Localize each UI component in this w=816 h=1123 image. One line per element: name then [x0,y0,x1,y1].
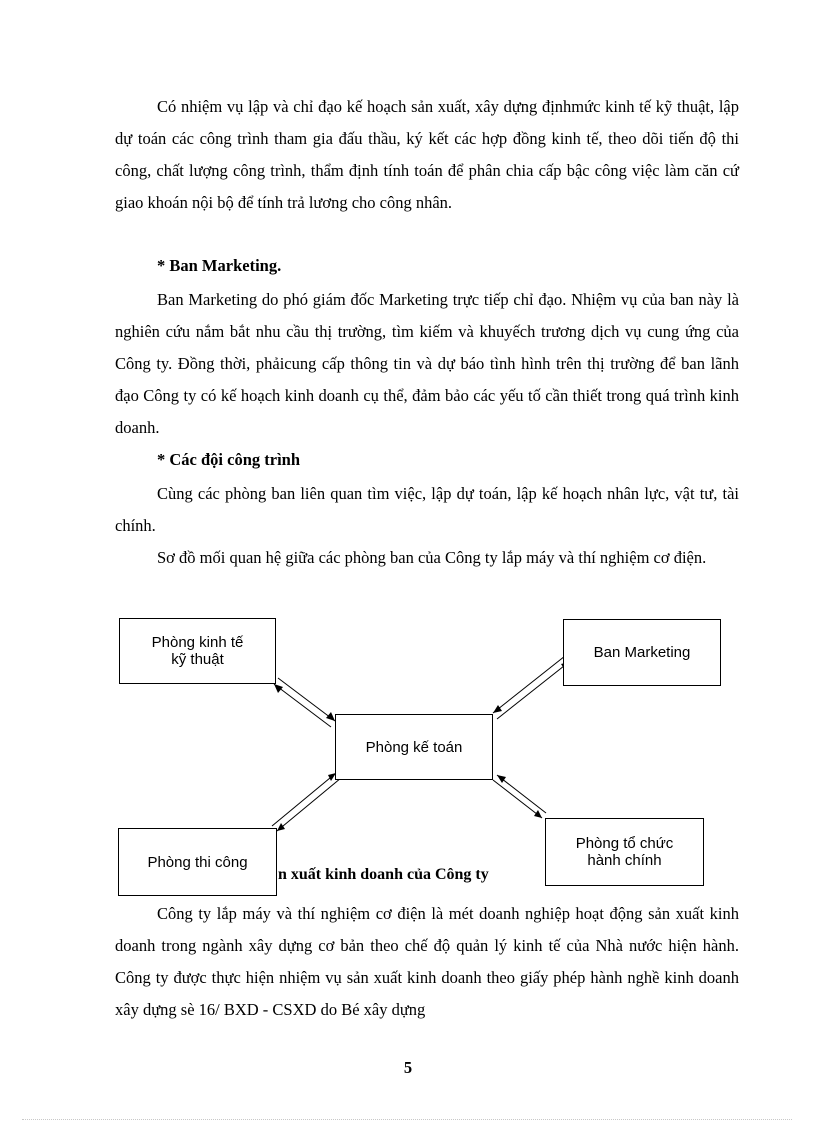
box-ban-marketing [563,619,721,686]
box-phong-ke-toan [335,714,493,780]
page-bottom-border [22,1119,792,1120]
box-phong-kinh-te-ky-thuat [119,618,276,684]
section-caption-partial: n xuất kinh doanh của Công ty [278,866,489,883]
paragraph-ban-marketing: Ban Marketing do phó giám đốc Marketing trực tiếp chỉ đạo. Nhiệm vụ của ban này là nghiên cứu nắm bắt nhu cầu thị trường, tìm kiếm và khuyếch trương dịch vụ cung ứng của Công ty. Đồng thời, phảicung cấp thông tin và dự báo tình hình trên thị trường để ban lãnh đạo Công ty có kế hoạch kinh doanh cụ thể, đảm bảo các yếu tố cần thiết trong quá trình kinh doanh. [115,290,739,437]
connector-thi-cong-ke-toan [272,773,336,826]
paragraph-phong-kinh-te-duties: Có nhiệm vụ lập và chỉ đạo kế hoạch sản xuất, xây dựng địnhmức kinh tế kỹ thuật, lập dự toán các công trình tham gia đấu thầu, ký kết các hợp đồng kinh tế, theo dõi tiến độ thi công, chất lượng công trình, thẩm định tính toán để phân chia cấp bậc công việc làm căn cứ giao khoán nội bộ để tính trả lương cho công nhân. [115,97,739,212]
box-phong-ke-toan-label: Phòng kế toán [365,738,463,756]
heading-cac-doi-cong-trinh: * Các đội công trình [157,450,301,469]
box-phong-kinh-te-line1: Phòng kinh tế [151,634,244,651]
box-phong-to-chuc-line1: Phòng tổ chức [575,835,674,852]
box-phong-thi-cong [118,828,277,896]
box-phong-to-chuc-hanh-chinh [545,818,704,886]
connector-to-chuc-ke-toan [493,780,542,818]
page-number: 5 [403,1058,413,1077]
paragraph-diagram-intro: Sơ đồ mối quan hệ giữa các phòng ban của Công ty lắp máy và thí nghiệm cơ điện. [157,548,707,567]
box-phong-thi-cong-label: Phòng thi công [147,853,248,871]
paragraph-company-overview: Công ty lắp máy và thí nghiệm cơ điện là mét doanh nghiệp hoạt động sản xuất kinh doanh trong ngành xây dựng cơ bản theo chế độ quản lý kinh tế của Nhà nước hiện hành. Công ty được thực hiện nhiệm vụ sản xuất kinh doanh theo giấy phép hành nghề kinh doanh xây dựng sè 16/ BXD - CSXD do Bé xây dựng [115,904,739,1019]
box-ban-marketing-label: Ban Marketing [593,644,691,661]
box-phong-to-chuc-line2: hành chính [587,852,662,869]
box-phong-kinh-te-line2: kỹ thuật [171,651,224,668]
connector-kinh-te-ke-toan [278,678,335,721]
connector-marketing-ke-toan [493,656,565,713]
paragraph-cac-doi-cong-trinh: Cùng các phòng ban liên quan tìm việc, lập dự toán, lập kế hoạch nhân lực, vật tư, tài chính. [115,484,739,535]
heading-ban-marketing: * Ban Marketing. [157,256,282,275]
